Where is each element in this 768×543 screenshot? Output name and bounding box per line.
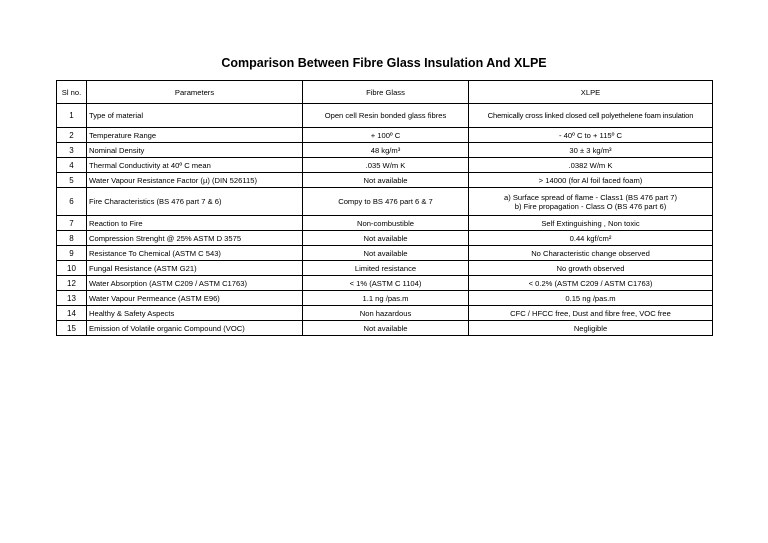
comparison-table [56,80,713,336]
table-row [57,143,713,158]
xlpe-cell-line-1: a) Surface spread of flame - Class1 (BS 476 part 7) [503,192,678,202]
fibre-glass-cell: Not available [303,173,469,188]
document-title: Comparison Between Fibre Glass Insulation And XLPE [221,56,547,70]
parameter-cell: Healthy & Safety Aspects [87,306,303,321]
column-header-parameters: Parameters [87,81,303,104]
xlpe-cell: No growth observed [469,261,713,276]
sl-no-cell: 12 [57,276,87,291]
fibre-glass-cell: Not available [303,246,469,261]
fibre-glass-cell: < 1% (ASTM C 1104) [303,276,469,291]
fibre-glass-cell: Non hazardous [303,306,469,321]
fibre-glass-cell: Open cell Resin bonded glass fibres [303,104,469,128]
parameter-cell: Nominal Density [87,143,303,158]
fibre-glass-cell: 48 kg/m³ [303,143,469,158]
column-header-sl-no: Sl no. [57,81,87,104]
parameter-cell: Type of material [87,104,303,128]
parameter-cell: Emission of Volatile organic Compound (VOC) [87,321,303,336]
sl-no-cell: 5 [57,173,87,188]
fibre-glass-cell: + 100º C [303,128,469,143]
sl-no-cell: 7 [57,216,87,231]
parameter-cell: Resistance To Chemical (ASTM C 543) [87,246,303,261]
fibre-glass-cell: Not available [303,231,469,246]
column-header-xlpe: XLPE [469,81,713,104]
fibre-glass-cell: .035 W/m K [303,158,469,173]
parameter-cell: Fire Characteristics (BS 476 part 7 & 6) [87,188,303,216]
fibre-glass-cell: Limited resistance [303,261,469,276]
sl-no-cell: 14 [57,306,87,321]
xlpe-cell: CFC / HFCC free, Dust and fibre free, VOC free [469,306,713,321]
table-row [57,128,713,143]
table-row [57,246,713,261]
sl-no-cell: 13 [57,291,87,306]
xlpe-cell-line-2: b) Fire propagation - Class O (BS 476 part 6) [514,201,667,211]
sl-no-cell: 15 [57,321,87,336]
xlpe-cell: - 40º C to + 115º C [469,128,713,143]
xlpe-cell: 0.44 kgf/cm² [469,231,713,246]
table-row [57,158,713,173]
sl-no-cell: 4 [57,158,87,173]
table-header-row [57,81,713,104]
table-row [57,306,713,321]
parameter-cell: Temperature Range [87,128,303,143]
sl-no-cell: 8 [57,231,87,246]
table-row [57,216,713,231]
table-row [57,231,713,246]
fibre-glass-cell: Compy to BS 476 part 6 & 7 [303,188,469,216]
fibre-glass-cell: Non-combustible [303,216,469,231]
xlpe-cell: 0.15 ng /pas.m [469,291,713,306]
sl-no-cell: 1 [57,104,87,128]
table-row [57,104,713,128]
parameter-cell: Compression Strenght @ 25% ASTM D 3575 [87,231,303,246]
table-row [57,291,713,306]
parameter-cell: Thermal Conductivity at 40º C mean [87,158,303,173]
sl-no-cell: 6 [57,188,87,216]
table-row [57,321,713,336]
table-row [57,261,713,276]
sl-no-cell: 3 [57,143,87,158]
sl-no-cell: 9 [57,246,87,261]
parameter-cell: Fungal Resistance (ASTM G21) [87,261,303,276]
xlpe-cell: Chemically cross linked closed cell polyethelene foam insulation [469,104,713,128]
table-row [57,173,713,188]
xlpe-cell: > 14000 (for Al foil faced foam) [469,173,713,188]
xlpe-cell: < 0.2% (ASTM C209 / ASTM C1763) [469,276,713,291]
sl-no-cell: 10 [57,261,87,276]
parameter-cell: Water Absorption (ASTM C209 / ASTM C1763) [87,276,303,291]
xlpe-cell: Negligible [469,321,713,336]
parameter-cell: Reaction to Fire [87,216,303,231]
fibre-glass-cell: Not available [303,321,469,336]
table-row [57,276,713,291]
xlpe-cell [469,188,713,216]
xlpe-cell: Self Extinguishing , Non toxic [469,216,713,231]
xlpe-cell: 30 ± 3 kg/m³ [469,143,713,158]
xlpe-cell: No Characteristic change observed [469,246,713,261]
parameter-cell: Water Vapour Permeance (ASTM E96) [87,291,303,306]
xlpe-cell: .0382 W/m K [469,158,713,173]
parameter-cell: Water Vapour Resistance Factor (µ) (DIN 526115) [87,173,303,188]
sl-no-cell: 2 [57,128,87,143]
table-row [57,188,713,216]
column-header-fibre-glass: Fibre Glass [303,81,469,104]
fibre-glass-cell: 1.1 ng /pas.m [303,291,469,306]
